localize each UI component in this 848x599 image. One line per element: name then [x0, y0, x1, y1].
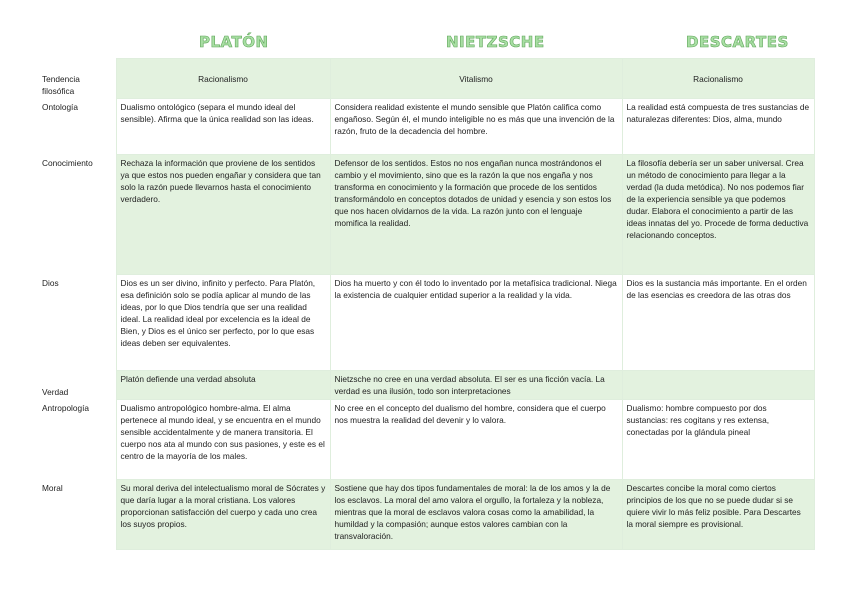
cell-nietzsche-ontologia: Considera realidad existente el mundo sensible que Platón califica como engañoso. Según él, el mundo inteligible no es más que una invención de la razón, fruto de la decadencia del hombre. — [330, 99, 622, 155]
cell-descartes-moral: Descartes concibe la moral como ciertos principios de los que no se puede dudar si se quiere vivir lo más feliz posible. Para Descartes la moral siempre es provisional. — [622, 480, 814, 550]
row-label-antropologia: Antropología — [42, 402, 90, 413]
table-row — [38, 99, 814, 155]
header-descartes: DESCARTES — [686, 33, 789, 51]
cell-platon-tendencia: Racionalismo — [116, 59, 330, 99]
cell-descartes-conocimiento: La filosofía debería ser un saber universal. Crea un método de conocimiento para llegar a la verdad (la duda metódica). No nos podemos fiar de la experiencia sensible ya que podemos dudar. Elabora el conocimiento a partir de las ideas innatas del yo. Procede de forma deductiva relacionando conceptos. — [622, 155, 814, 275]
row-label-dios: Dios — [42, 277, 59, 288]
table-row — [38, 275, 814, 371]
cell-descartes-tendencia: Racionalismo — [622, 59, 814, 99]
cell-descartes-ontologia: La realidad está compuesta de tres sustancias de naturalezas diferentes: Dios, alma, mundo — [622, 99, 814, 155]
row-label-ontologia: Ontología — [42, 101, 78, 112]
row-label-verdad: Verdad — [42, 386, 69, 397]
cell-nietzsche-moral: Sostiene que hay dos tipos fundamentales de moral: la de los amos y la de los esclavos. La moral del amo valora el orgullo, la fortaleza y la nobleza, mientras que la moral de esclavos valora cosas como la amabilidad, la humildad y la compasión; aunque estos valores cambian con la transvaloración. — [330, 480, 622, 550]
column-headers — [0, 33, 848, 57]
row-label-tendencia: Tendencia filosófica — [42, 73, 80, 96]
cell-nietzsche-antropologia: No cree en el concepto del dualismo del hombre, considera que el cuerpo nos muestra la realidad del devenir y lo valora. — [330, 400, 622, 480]
comparison-table — [38, 58, 815, 550]
row-label-moral: Moral — [42, 482, 63, 493]
cell-platon-antropologia: Dualismo antropológico hombre-alma. El alma pertenece al mundo ideal, y se encuentra en el mundo sensible accidentalmente y de manera transitoria. El cuerpo nos ata al mundo con sus pasiones, y este es el centro de la mayoría de los males. — [116, 400, 330, 480]
cell-platon-verdad: Platón defiende una verdad absoluta — [116, 371, 330, 400]
cell-platon-conocimiento: Rechaza la información que proviene de los sentidos ya que estos nos pueden engañar y considera que tan solo la razón puede llevarnos hasta el conocimiento verdadero. — [116, 155, 330, 275]
table-row — [38, 480, 814, 550]
cell-nietzsche-dios: Dios ha muerto y con él todo lo inventado por la metafísica tradicional. Niega la existencia de cualquier entidad superior a la realidad y la vida. — [330, 275, 622, 371]
cell-nietzsche-verdad: Nietzsche no cree en una verdad absoluta. El ser es una ficción vacía. La verdad es una ilusión, todo son interpretaciones — [330, 371, 622, 400]
cell-descartes-antropologia: Dualismo: hombre compuesto por dos sustancias: res cogitans y res extensa, conectadas por la glándula pineal — [622, 400, 814, 480]
table-row — [38, 371, 814, 400]
cell-descartes-dios: Dios es la sustancia más importante. En el orden de las esencias es creedora de las otras dos — [622, 275, 814, 371]
cell-nietzsche-tendencia: Vitalismo — [330, 59, 622, 99]
table-row — [38, 155, 814, 275]
header-platon: PLATÓN — [199, 33, 269, 51]
cell-nietzsche-conocimiento: Defensor de los sentidos. Estos no nos engañan nunca mostrándonos el cambio y el movimiento, sino que es la razón la que nos engaña y nos transforma en conocimiento y la formación que procede de los sentidos transformándolo en conceptos dotados de unidad y esencia y son estos los que nos hacen olvidarnos de la vida. La razón junto con el lenguaje momifica la realidad. — [330, 155, 622, 275]
header-nietzsche: NIETZSCHE — [446, 33, 545, 51]
cell-descartes-verdad — [622, 371, 814, 400]
table-row — [38, 400, 814, 480]
cell-platon-moral: Su moral deriva del intelectualismo moral de Sócrates y que daría lugar a la moral cristiana. Los valores proporcionan satisfacción del cuerpo y cada uno crea los suyos propios. — [116, 480, 330, 550]
cell-platon-dios: Dios es un ser divino, infinito y perfecto. Para Platón, esa definición solo se podía aplicar al mundo de las ideas, por lo que Dios tendría que ser una realidad ideal. La realidad ideal por excelencia es la ideal de Bien, y Dios es el único ser perfecto, por lo que esas ideas deben ser equivalentes. — [116, 275, 330, 371]
cell-platon-ontologia: Dualismo ontológico (separa el mundo ideal del sensible). Afirma que la única realidad son las ideas. — [116, 99, 330, 155]
table-row — [38, 59, 814, 99]
row-label-conocimiento: Conocimiento — [42, 157, 93, 168]
